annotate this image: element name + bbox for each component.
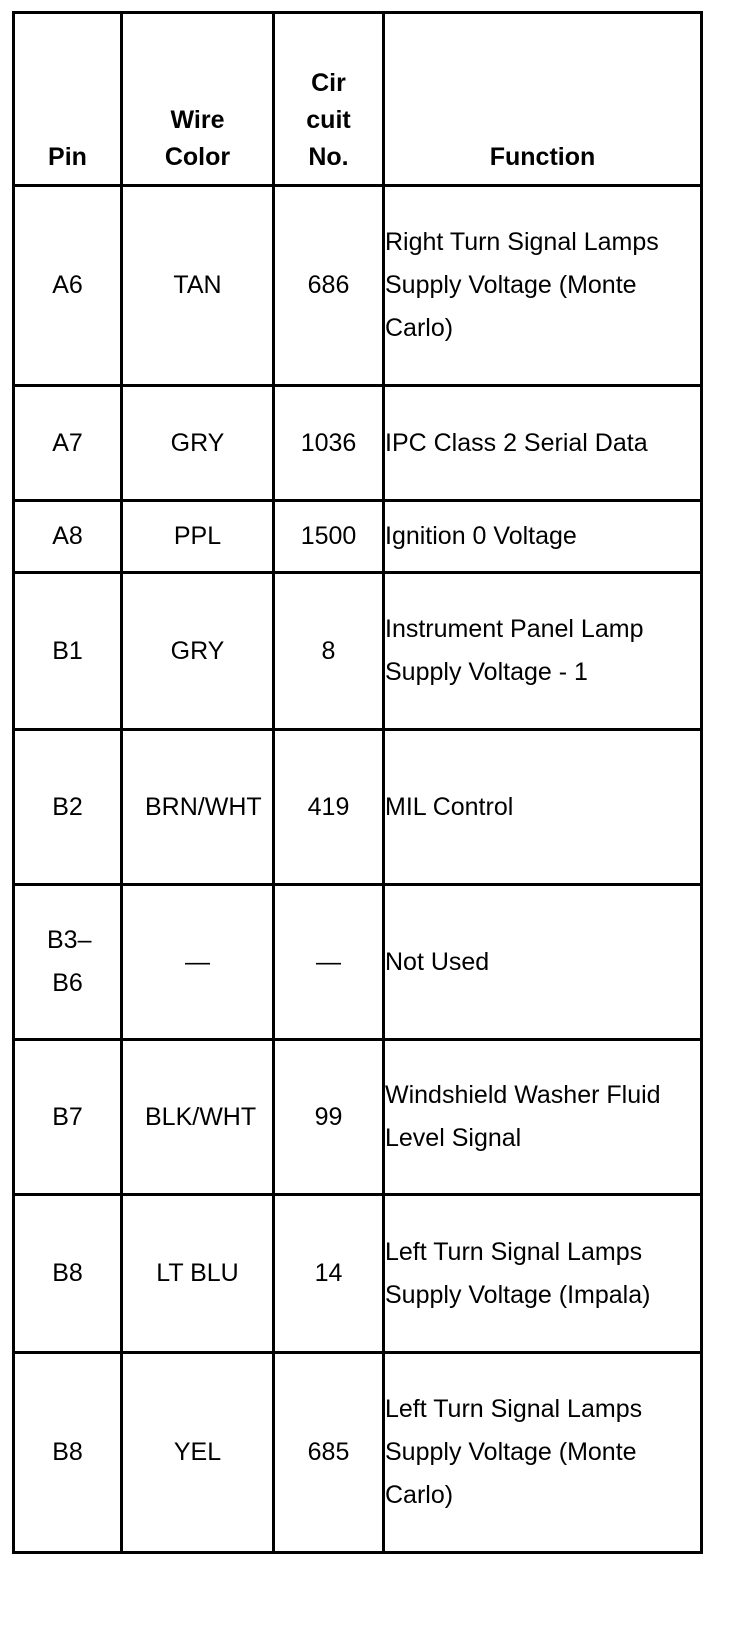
wire-color-cell: BLK/WHT	[122, 1040, 274, 1195]
function-cell: Left Turn Signal Lamps Supply Voltage (Monte Carlo)	[384, 1353, 702, 1553]
circuit-no-cell: 99	[274, 1040, 384, 1195]
circuit-no-cell: 1500	[274, 501, 384, 573]
wire-color-cell: PPL	[122, 501, 274, 573]
table-row	[14, 1195, 702, 1353]
header-wire-color: Wire Color	[122, 13, 274, 186]
pin-cell: A8	[14, 501, 122, 573]
pin-cell: A7	[14, 386, 122, 501]
function-cell: Ignition 0 Voltage	[384, 501, 702, 573]
wire-color-cell: GRY	[122, 573, 274, 730]
circuit-no-cell: 685	[274, 1353, 384, 1553]
pin-cell: B2	[14, 730, 122, 885]
circuit-no-cell: 14	[274, 1195, 384, 1353]
header-pin: Pin	[14, 13, 122, 186]
function-cell: Not Used	[384, 885, 702, 1040]
function-cell: MIL Control	[384, 730, 702, 885]
circuit-no-cell: 8	[274, 573, 384, 730]
table-row	[14, 186, 702, 386]
pin-cell: B7	[14, 1040, 122, 1195]
function-cell: Windshield Washer Fluid Level Signal	[384, 1040, 702, 1195]
table-row	[14, 730, 702, 885]
table-row	[14, 885, 702, 1040]
wire-color-cell: YEL	[122, 1353, 274, 1553]
table-row	[14, 573, 702, 730]
circuit-no-cell: —	[274, 885, 384, 1040]
table-header-row	[14, 13, 702, 186]
header-circuit-no: Cir cuit No.	[274, 13, 384, 186]
wire-color-cell: GRY	[122, 386, 274, 501]
wire-color-cell: TAN	[122, 186, 274, 386]
table-row	[14, 1040, 702, 1195]
pin-cell: A6	[14, 186, 122, 386]
circuit-no-cell: 1036	[274, 386, 384, 501]
table-row	[14, 501, 702, 573]
header-function: Function	[384, 13, 702, 186]
connector-pinout-table	[12, 11, 703, 1554]
wire-color-cell: LT BLU	[122, 1195, 274, 1353]
function-cell: IPC Class 2 Serial Data	[384, 386, 702, 501]
function-cell: Left Turn Signal Lamps Supply Voltage (Impala)	[384, 1195, 702, 1353]
pin-cell: B1	[14, 573, 122, 730]
table-row	[14, 1353, 702, 1553]
function-cell: Right Turn Signal Lamps Supply Voltage (Monte Carlo)	[384, 186, 702, 386]
wire-color-cell: —	[122, 885, 274, 1040]
circuit-no-cell: 419	[274, 730, 384, 885]
table-row	[14, 386, 702, 501]
pin-cell: B8	[14, 1353, 122, 1553]
pin-cell: B3–B6	[14, 885, 122, 1040]
pin-cell: B8	[14, 1195, 122, 1353]
circuit-no-cell: 686	[274, 186, 384, 386]
wire-color-cell: BRN/WHT	[122, 730, 274, 885]
function-cell: Instrument Panel Lamp Supply Voltage - 1	[384, 573, 702, 730]
